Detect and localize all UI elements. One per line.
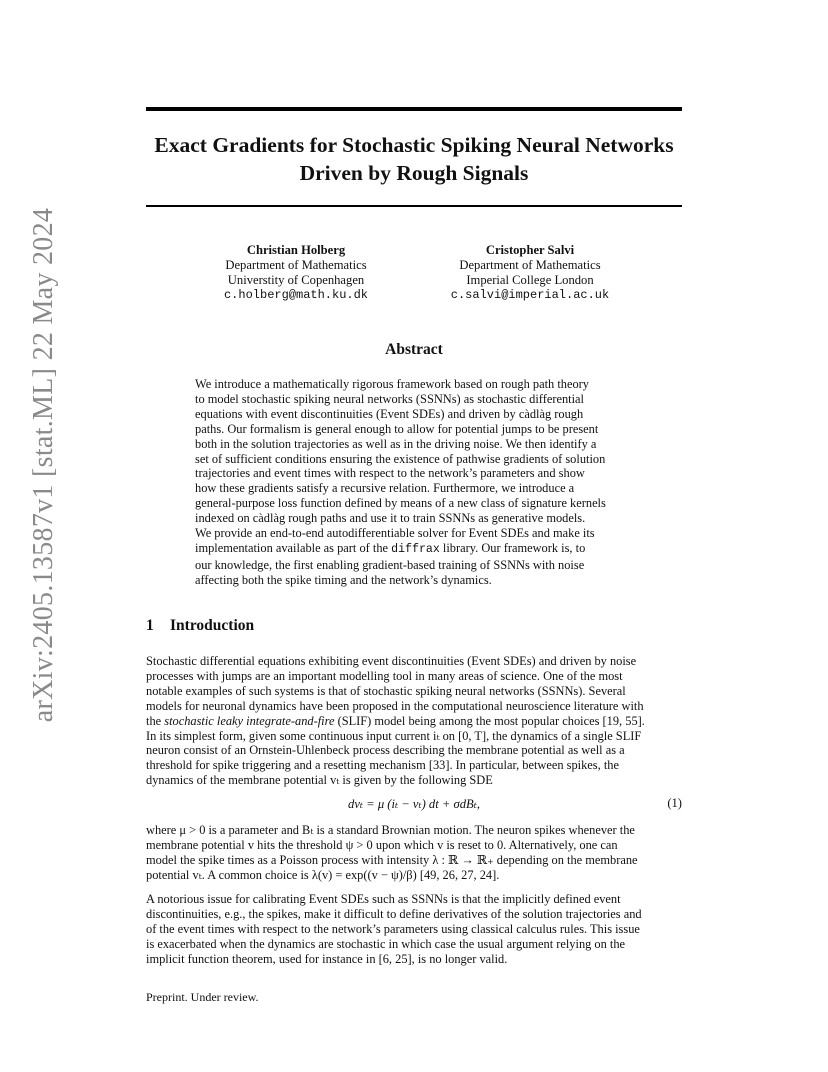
paragraph-line: dynamics of the membrane potential vₜ is given by the following SDE	[146, 773, 493, 788]
author-department: Department of Mathematics	[459, 258, 601, 272]
intro-paragraph-2	[146, 823, 682, 883]
paragraph-line	[146, 714, 682, 729]
paragraph-text: the	[146, 713, 165, 728]
equation-number: (1)	[667, 796, 682, 810]
abstract-line: general-purpose loss function defined by means of a new class of signature kernels	[195, 496, 606, 511]
abstract-line: affecting both the spike timing and the network’s dynamics.	[195, 572, 492, 587]
title-top-rule	[146, 107, 682, 111]
paragraph-line: In its simplest form, given some continuous input current iₜ on [0, T], the dynamics of a single SLIF	[146, 728, 642, 743]
abstract-heading: Abstract	[385, 341, 443, 358]
paragraph-line: membrane potential v hits the threshold ψ > 0 upon which v is reset to 0. Alternatively, one can	[146, 837, 618, 852]
equation-1	[146, 796, 682, 812]
paragraph-line: model the spike times as a Poisson process with intensity λ : ℝ → ℝ₊ depending on the membrane	[146, 852, 638, 867]
paragraph-line: implicit function theorem, used for instance in [6, 25], is no longer valid.	[146, 951, 508, 966]
abstract-line: set of sufficient conditions ensuring the existence of pathwise gradients of solution	[195, 451, 606, 466]
abstract-line: to model stochastic spiking neural networks (SSNNs) as stochastic differential	[195, 391, 584, 406]
abstract-line: our knowledge, the first enabling gradient-based training of SSNNs with noise	[195, 557, 585, 572]
slif-model-term: stochastic leaky integrate-and-fire	[164, 713, 335, 728]
paragraph-line: A notorious issue for calibrating Event SDEs such as SSNNs is that the implicitly defined event	[146, 892, 621, 906]
paper-title: Exact Gradients for Stochastic Spiking Neural Networks Driven by Rough Signals	[154, 133, 674, 185]
abstract-line: both in the solution trajectories as well as in the driving noise. We then identify a	[195, 436, 597, 451]
author-email: c.salvi@imperial.ac.uk	[450, 288, 610, 302]
abstract-text: library. Our framework is, to	[439, 540, 586, 555]
paragraph-line: models for neuronal dynamics have been proposed in the computational neuroscience literature with	[146, 698, 644, 713]
abstract-line: paths. Our formalism is general enough to allow for potential jumps to be present	[195, 421, 599, 436]
library-name-code: diffrax	[391, 542, 440, 556]
paragraph-line: potential vₜ. A common choice is λ(v) = exp((v − ψ)/β) [49, 26, 27, 24].	[146, 867, 500, 882]
author-email: c.holberg@math.ku.dk	[223, 288, 369, 302]
author-name: Cristopher Salvi	[485, 243, 575, 257]
arxiv-stamp-text: arXiv:2405.13587v1 [stat.ML] 22 May 2024	[28, 207, 59, 723]
paragraph-line: where μ > 0 is a parameter and Bₜ is a standard Brownian motion. The neuron spikes whenever the	[146, 823, 635, 837]
title-bottom-rule	[146, 205, 682, 207]
preprint-footer: Preprint. Under review.	[146, 990, 259, 1004]
paragraph-line: neuron consist of an Ornstein-Uhlenbeck process describing the membrane potential as well as a	[146, 743, 625, 758]
intro-paragraph-1	[146, 654, 682, 788]
section-title: Introduction	[170, 617, 255, 634]
section-number: 1	[146, 617, 154, 634]
paragraph-line: of the event times with respect to the network’s parameters using classical calculus rules. This issue	[146, 921, 640, 936]
author-department: Department of Mathematics	[225, 258, 367, 272]
paragraph-line: discontinuities, e.g., the spikes, make it difficult to define derivatives of the solution trajectories and	[146, 906, 642, 921]
paragraph-text: (SLIF) model being among the most popular choices [19, 55].	[334, 713, 645, 728]
author-institution: Universtity of Copenhagen	[227, 273, 365, 287]
section-heading	[146, 617, 254, 635]
abstract-line: trajectories and event times with respect to the network’s parameters and show	[195, 466, 585, 481]
abstract-line: We introduce a mathematically rigorous framework based on rough path theory	[195, 377, 589, 391]
paragraph-line: threshold for spike triggering and a resetting mechanism [33]. In particular, between spikes, the	[146, 758, 619, 773]
intro-paragraph-3	[146, 892, 682, 967]
abstract-line	[195, 541, 635, 558]
author-name: Christian Holberg	[246, 243, 346, 257]
abstract-line: how these gradients satisfy a recursive relation. Furthermore, we introduce a	[195, 481, 575, 496]
paragraph-line: processes with jumps are an important modelling tool in many areas of science. One of the most	[146, 668, 623, 683]
abstract-body	[195, 377, 635, 588]
equation-body: dvₜ = μ (iₜ − vₜ) dt + σdBₜ,	[348, 797, 480, 811]
author-block-1	[176, 243, 416, 303]
author-institution: Imperial College London	[466, 273, 594, 287]
abstract-line: equations with event discontinuities (Event SDEs) and driven by càdlàg rough	[195, 406, 584, 421]
abstract-text: implementation available as part of the	[195, 540, 392, 555]
abstract-line: We provide an end-to-end autodifferentiable solver for Event SDEs and make its	[195, 526, 595, 541]
author-block-2	[410, 243, 650, 303]
paragraph-line: is exacerbated when the dynamics are stochastic in which case the usual argument relying on the	[146, 936, 626, 951]
paragraph-line: Stochastic differential equations exhibiting event discontinuities (Event SDEs) and driven by noise	[146, 654, 637, 668]
paragraph-line: notable examples of such systems is that of stochastic spiking neural networks (SSNNs). Several	[146, 683, 626, 698]
abstract-line: indexed on càdlàg rough paths and use it to train SSNNs as generative models.	[195, 511, 586, 526]
